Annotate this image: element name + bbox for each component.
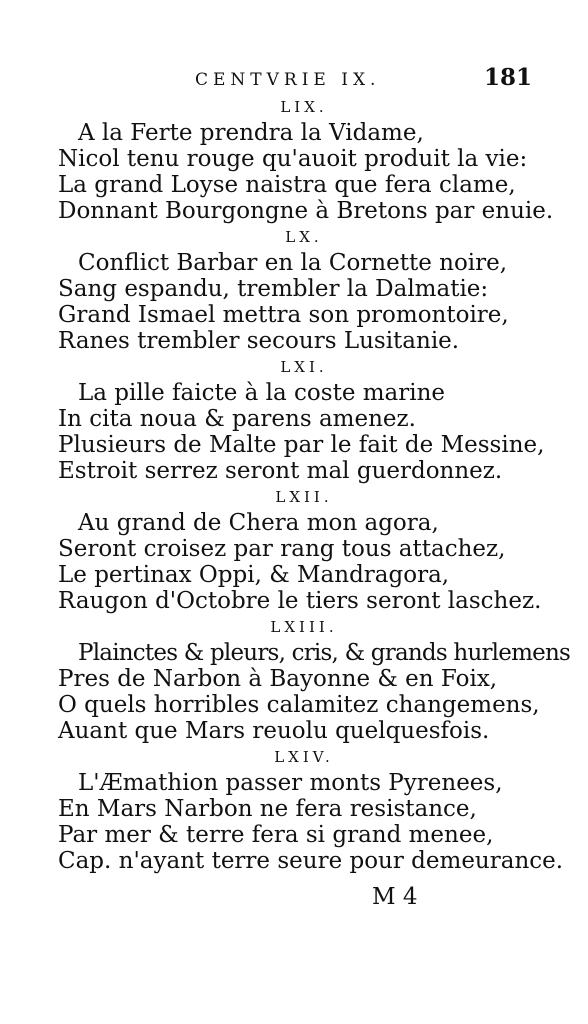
quatrain-number: LX. [285, 228, 323, 246]
running-title: CENTVRIE IX. [195, 70, 381, 90]
verse-line: La pille faicte à la coste marine [78, 380, 446, 406]
verse-line: Ranes trembler secours Lusitanie. [58, 328, 460, 354]
signature-mark: M 4 [372, 884, 418, 910]
verse-line: O quels horribles calamitez changemens, [58, 692, 540, 718]
verse-line: La grand Loyse naistra que fera clame, [58, 172, 516, 198]
verse-line: Estroit serrez seront mal guerdonnez. [58, 458, 503, 484]
verse-line: Nicol tenu rouge qu'auoit produit la vie: [58, 146, 528, 172]
verse-line: In cita noua & parens amenez. [58, 406, 416, 432]
verse-line: Cap. n'ayant terre seure pour demeurance. [58, 848, 564, 874]
quatrain-number: LXIII. [270, 618, 338, 636]
verse-line: Plusieurs de Malte par le fait de Messine, [58, 432, 545, 458]
verse-line: Conflict Barbar en la Cornette noire, [78, 250, 508, 276]
verse-line: Sang espandu, trembler la Dalmatie: [58, 276, 489, 302]
verse-line: Plainctes & pleurs, cris, & grands hurlemens [78, 640, 570, 666]
verse-line: Grand Ismael mettra son promontoire, [58, 302, 509, 328]
verse-line: En Mars Narbon ne fera resistance, [58, 796, 477, 822]
verse-line: Auant que Mars reuolu quelquesfois. [58, 718, 490, 744]
quatrains-body [0, 94, 588, 874]
quatrain-number: LIX. [280, 98, 328, 116]
verse-line: Le pertinax Oppi, & Mandragora, [58, 562, 450, 588]
verse-line: Pres de Narbon à Bayonne & en Foix, [58, 666, 498, 692]
verse-line: A la Ferte prendra la Vidame, [78, 120, 424, 146]
quatrain-number: LXI. [280, 358, 328, 376]
quatrain [0, 484, 588, 614]
verse-line: Donnant Bourgongne à Bretons par enuie. [58, 198, 554, 224]
quatrain [0, 744, 588, 874]
quatrain-number: LXII. [275, 488, 333, 506]
page-number: 181 [484, 64, 533, 91]
verse-line: L'Æmathion passer monts Pyrenees, [78, 770, 503, 796]
verse-line: Seront croisez par rang tous attachez, [58, 536, 506, 562]
verse-line: Par mer & terre fera si grand menee, [58, 822, 494, 848]
quatrain [0, 224, 588, 354]
quatrain [0, 354, 588, 484]
verse-line: Au grand de Chera mon agora, [78, 510, 439, 536]
quatrain-number: LXIV. [274, 748, 334, 766]
quatrain [0, 614, 588, 744]
quatrain [0, 94, 588, 224]
verse-line: Raugon d'Octobre le tiers seront laschez. [58, 588, 542, 614]
